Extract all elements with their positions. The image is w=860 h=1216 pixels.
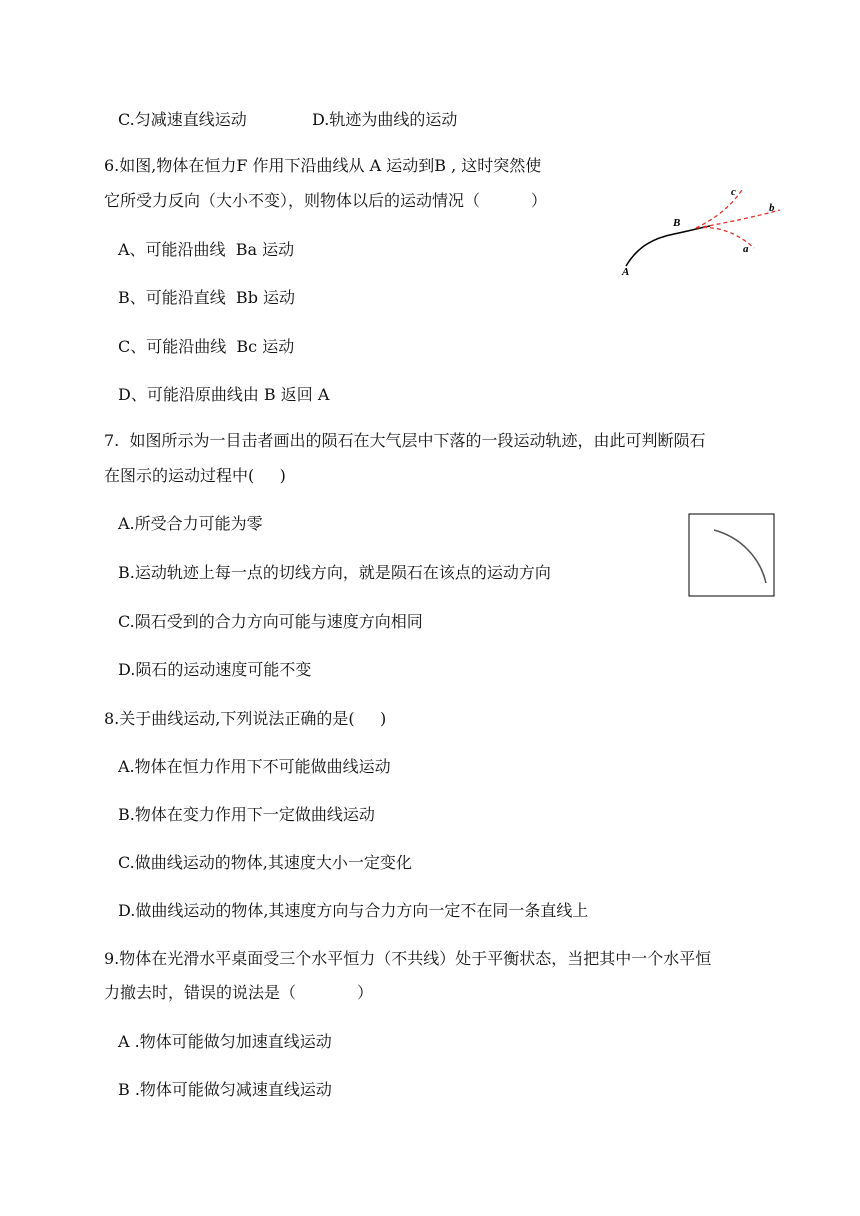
q9-stem-line2: 力撤去时，错误的说法是（ ）	[104, 983, 374, 1002]
q9-option-b: B .物体可能做匀减速直线运动	[118, 1080, 332, 1099]
q6-label-B: B	[673, 217, 681, 229]
q6-label-A: A	[622, 266, 630, 278]
q7-option-d: D.陨石的运动速度可能不变	[118, 660, 312, 679]
q6-stem-line1: 6.如图,物体在恒力F 作用下沿曲线从 A 运动到B , 这时突然使	[104, 156, 542, 175]
q7-meteor-path	[714, 530, 766, 583]
q7-stem-line1: 7. 如图所示为一目击者画出的陨石在大气层中下落的一段运动轨迹，由此可判断陨石	[104, 431, 706, 450]
q8-option-b: B.物体在变力作用下一定做曲线运动	[118, 805, 375, 824]
q6-option-a: A、可能沿曲线 Ba 运动	[118, 240, 295, 259]
q8-option-c: C.做曲线运动的物体,其速度大小一定变化	[118, 853, 412, 872]
q6-label-b: b	[769, 202, 775, 214]
q7-option-a: A.所受合力可能为零	[118, 514, 263, 533]
q8-stem: 8.关于曲线运动,下列说法正确的是( )	[104, 709, 387, 728]
q6-option-c: C、可能沿曲线 Bc 运动	[118, 337, 295, 356]
q6-trajectory-figure	[610, 180, 790, 280]
q8-option-a: A.物体在恒力作用下不可能做曲线运动	[118, 757, 391, 776]
q9-stem-line1: 9.物体在光滑水平桌面受三个水平恒力（不共线）处于平衡状态，当把其中一个水平恒	[104, 949, 712, 968]
q6-label-a: a	[743, 243, 749, 255]
q6-option-d: D、可能沿原曲线由 B 返回 A	[118, 385, 330, 404]
q5-option-c: C.匀减速直线运动	[118, 110, 247, 129]
q6-option-b: B、可能沿直线 Bb 运动	[118, 288, 296, 307]
q7-option-b: B.运动轨迹上每一点的切线方向，就是陨石在该点的运动方向	[118, 563, 551, 582]
q7-stem-line2: 在图示的运动过程中( )	[104, 466, 286, 485]
q6-stem-line2: 它所受力反向（大小不变），则物体以后的运动情况（ ）	[104, 191, 547, 210]
q7-option-c: C.陨石受到的合力方向可能与速度方向相同	[118, 612, 423, 631]
q5-option-d: D.轨迹为曲线的运动	[312, 110, 458, 129]
q7-figure-frame	[689, 514, 774, 596]
q6-label-c: c	[731, 186, 736, 198]
q8-option-d: D.做曲线运动的物体,其速度方向与合力方向一定不在同一条直线上	[118, 901, 589, 920]
q7-meteor-figure	[688, 513, 776, 598]
q9-option-a: A .物体可能做匀加速直线运动	[118, 1032, 332, 1051]
q6-dashed-bb	[696, 210, 780, 228]
q6-curve-ab	[626, 226, 710, 266]
